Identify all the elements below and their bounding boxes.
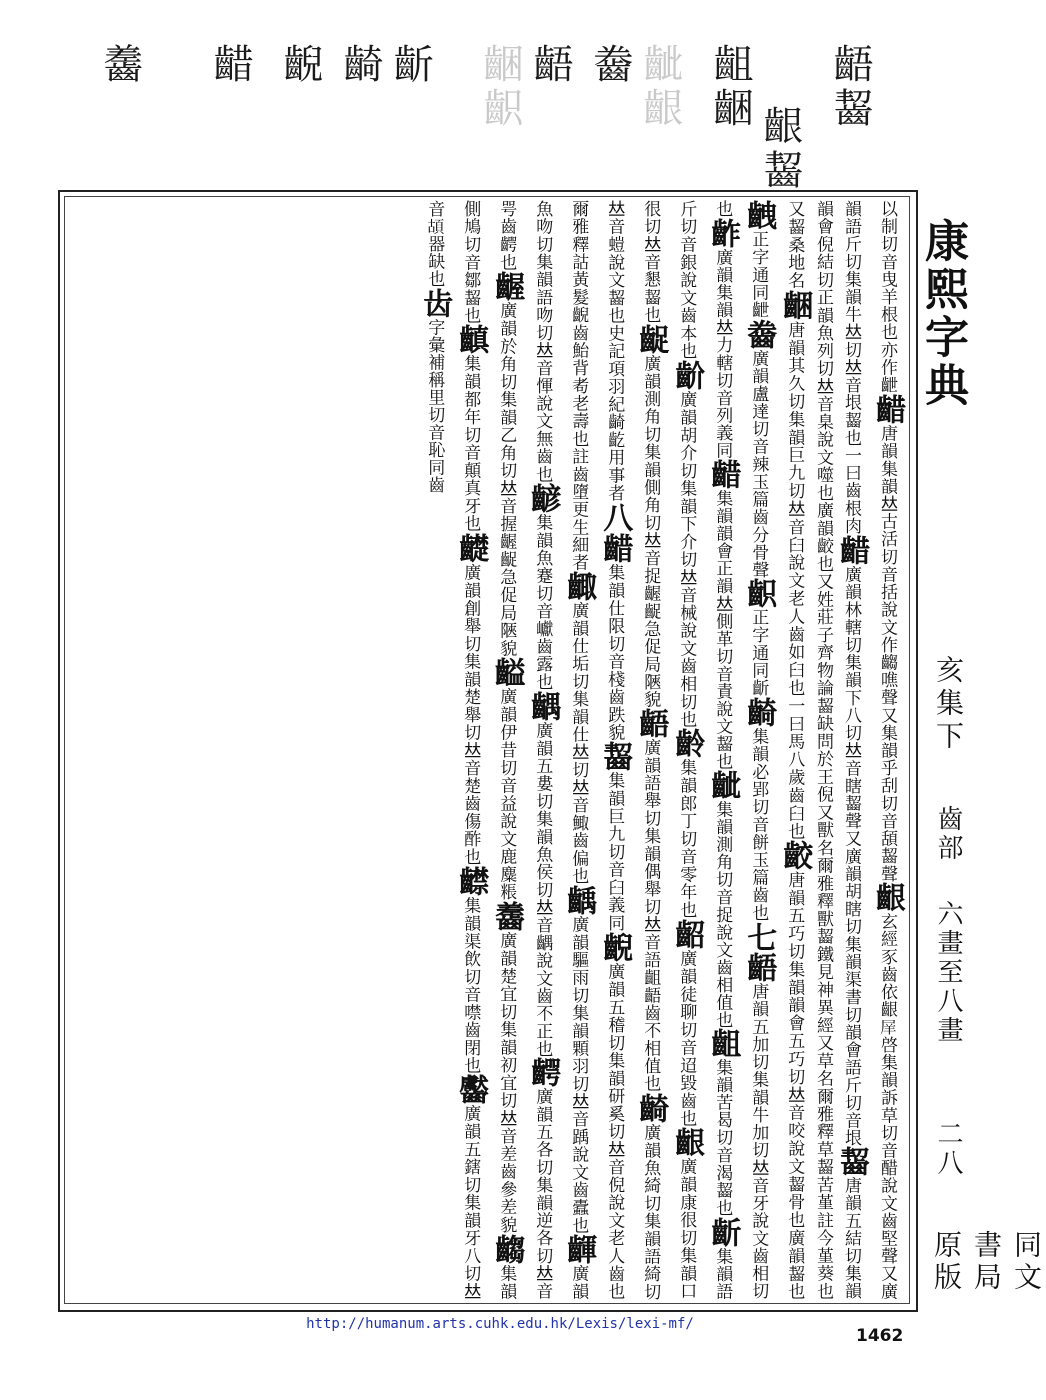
entry-definition: 字彙補稱里切音恥同齒 [424, 318, 445, 493]
entry-definition: 廣韻徒聊切音迢毀齒也 [676, 949, 697, 1128]
entry-headword: 齪 [633, 323, 669, 355]
dictionary-entry [669, 918, 705, 1128]
entry-definition: 廣韻創舉切集韻楚舉切𠀤音楚齒傷酢也 [460, 563, 481, 866]
entry-definition: 集韻渠飲切音噤齒閉也 [460, 896, 481, 1075]
entry-definition: 集韻韻會正韻𠀤側革切音責說文齧也 [712, 489, 733, 770]
dictionary-entry [741, 578, 777, 698]
entry-definition: 集韻語斤切音銀說文齒本也 [676, 200, 733, 1301]
seal-glyph: 齫齞 [477, 43, 523, 131]
seal-glyph: 齹 [97, 43, 143, 87]
dictionary-entry [834, 534, 869, 1147]
entry-headword: 齹 [489, 901, 525, 932]
dictionary-entry [877, 200, 897, 394]
entry-headword: 齧 [597, 741, 633, 773]
entry-headword: 齦 [669, 1127, 705, 1159]
entry-headword: 齿 [417, 287, 453, 318]
dictionary-entry [489, 657, 525, 902]
entry-headword: 齯 [597, 931, 633, 963]
source-url[interactable]: http://humanum.arts.cuhk.edu.hk/Lexis/lexi-mf/ [306, 1316, 694, 1332]
entry-headword: 齴 [525, 482, 561, 514]
dictionary-entry [489, 901, 525, 1235]
entry-definition: 廣韻康很切集韻口很切𠀤音懇齧也 [640, 200, 697, 1301]
seal-glyph: 齜齦 [637, 43, 683, 131]
entry-definition: 廣韻伊昔切音益說文鹿麋粻 [496, 688, 517, 902]
dictionary-entry [741, 318, 777, 579]
dictionary-entry [417, 287, 453, 494]
entry-headword: 齬 [633, 708, 669, 739]
dictionary-entry [777, 839, 813, 1301]
dictionary-entry [561, 885, 597, 1235]
entry-headword: 齩 [777, 839, 813, 871]
entry-headword: 七 [741, 921, 777, 953]
seal-glyph: 齬 [527, 43, 573, 87]
entry-definition: 集韻郎丁切音零年也 [676, 759, 697, 919]
entry-definition: 廣韻於角切集韻乙角切𠀤音握齷齪急促局陿貌 [496, 301, 517, 658]
publisher: 同文書局原版 [930, 1230, 1043, 1294]
entry-definition: 集韻魚蹇切音巘齒露也 [532, 513, 553, 691]
leaf-number: 二八 [933, 1120, 963, 1178]
entry-definition: 唐韻五巧切集韻韻會五巧切𠀤音咬說文齧骨也廣韻齧也 [784, 870, 805, 1301]
entry-headword: 齧 [834, 1146, 869, 1177]
entry-headword: 齻 [453, 324, 489, 356]
entry-headword: 齥 [741, 200, 777, 231]
dictionary-entry [525, 482, 561, 691]
entry-headword: 齤 [741, 318, 777, 350]
seal-glyph: 齤 [587, 43, 633, 87]
volume-part: 亥集下 [932, 655, 965, 754]
dictionary-entry [633, 323, 669, 709]
entry-definition: 玄經豕齒依齦𡱝啓集韻訴草切音醋說文齒堅聲又廣韻語斤切集韻牛𠀤切𠀤音垠齧也一曰齒根肉 [841, 200, 897, 1301]
dictionary-entry [741, 200, 777, 319]
entry-definition: 廣韻五鎋切集韻牙八切𠀤音𩑶器缺也 [424, 200, 481, 1301]
entry-definition: 以制切音曳羊根也亦作齛 [877, 200, 897, 394]
entry-headword: 齮 [633, 1092, 669, 1124]
seal-glyph: 齟齫 [707, 43, 753, 131]
entry-headword: 齫 [777, 289, 813, 321]
entry-headword: 齘 [669, 359, 705, 391]
entry-definition: 廣韻胡介切集韻下介切𠀤音械說文齒相切也 [676, 390, 697, 729]
entry-definition: 集韻必郢切音餅玉篇齒也 [748, 727, 769, 922]
entry-definition: 廣韻五稽切集韻研奚切𠀤音倪說文老人齒也爾雅釋詁黃髮齯齒鮐背耇老壽也註齒墮更生細者 [568, 200, 625, 1301]
entry-headword: 齰 [834, 534, 869, 566]
dictionary-entries [70, 200, 905, 1300]
entry-headword: 齳 [561, 1234, 597, 1265]
dictionary-entry [705, 217, 741, 459]
entry-definition: 廣韻仕垢切集韻仕𠀤切𠀤音鯫齒偏也 [568, 602, 589, 886]
entry-headword: 齰 [870, 393, 905, 425]
entry-definition: 廣韻驅雨切集韻顆羽切𠀤音踽說文齒蠹也 [568, 915, 589, 1235]
dictionary-entry [741, 921, 777, 953]
entry-headword: 齺 [489, 1234, 525, 1265]
dictionary-entry [669, 359, 705, 729]
entry-headword: 齦 [870, 882, 905, 913]
dictionary-entry [669, 728, 705, 919]
entry-definition: 廣韻五各切集韻逆各切𠀤音咢齒齶也 [496, 200, 553, 1301]
dictionary-entry [453, 324, 489, 533]
radical-label: 齒部 [933, 805, 963, 863]
dictionary-entry [453, 532, 489, 866]
seal-glyph: 齮 [337, 43, 383, 87]
entry-headword: 齼 [453, 532, 489, 564]
entry-definition: 廣韻盧達切音辣玉篇齒分骨聲 [748, 349, 769, 579]
entry-definition: 集韻仕限切音棧齒跌貌 [604, 563, 625, 742]
dictionary-entry [561, 571, 597, 886]
entry-definition: 集韻都年切音顛真牙也 [460, 355, 481, 533]
entry-definition: 廣韻林轄切集韻下八切𠀤音瞎齧聲又廣韻胡瞎切集韻渠書切韻會語斤切音垠 [841, 565, 861, 1147]
entry-headword: 齗 [705, 1216, 741, 1248]
entry-headword: 齰 [705, 458, 741, 490]
entry-definition: 廣韻魚吻切集韻語吻切𠀤音惲說文無齒也 [532, 200, 589, 1301]
entry-definition: 廣韻語舉切集韻偶舉切𠀤音語齟齬齒不相值也 [640, 738, 661, 1093]
entry-headword: 齟 [705, 1028, 741, 1060]
seal-script-band [60, 35, 920, 200]
entry-headword: 齽 [453, 865, 489, 897]
seal-glyph: 齰 [207, 43, 253, 87]
entry-headword: 齚 [705, 217, 741, 249]
dictionary-entry [705, 1028, 741, 1217]
entry-definition: 正字通同齗 [748, 609, 769, 698]
entry-headword: 八 [597, 502, 633, 533]
entry-headword: 齵 [525, 690, 561, 722]
entry-definition: 集韻巨九切音臼義同 [604, 772, 625, 932]
seal-glyph: 齬齧 [827, 43, 873, 131]
entry-definition: 集韻側鳩切音鄒齧也 [460, 200, 517, 1301]
book-title: 康熙字典 [917, 218, 968, 410]
title-column [910, 200, 1043, 1310]
entry-definition: 唐韻集韻𠀤古活切音括說文作齺噍聲又集韻乎刮切音頢齧聲 [877, 424, 897, 883]
entry-headword: 齾 [453, 1074, 489, 1105]
entry-definition: 廣韻魚綺切集韻語綺切𠀤音螘說文齧也史記項羽紀齮齕用事者 [604, 200, 661, 1301]
entry-definition: 唐韻五加切集韻牛加切𠀤音牙說文齒相切也 [712, 200, 769, 1301]
dictionary-entry [597, 502, 633, 533]
seal-glyph: 齦齧 [757, 105, 803, 193]
page-number: 1462 [856, 1326, 904, 1346]
entry-definition: 廣韻楚宜切集韻初宜切𠀤音差齒參差貌 [496, 932, 517, 1235]
entry-definition: 廣韻五婁切集韻魚侯切𠀤音齵說文齒不正也 [532, 721, 553, 1058]
entry-headword: 齰 [597, 532, 633, 564]
entry-headword: 齮 [741, 697, 777, 728]
dictionary-entry [705, 769, 741, 1029]
dictionary-entry [633, 708, 669, 1093]
entry-headword: 齡 [669, 728, 705, 760]
dictionary-entry [870, 393, 905, 883]
dictionary-entry [525, 690, 561, 1058]
seal-glyph: 齗 [387, 43, 433, 87]
entry-definition: 集韻苦曷切音渴齧也 [712, 1059, 733, 1217]
dictionary-entry [597, 741, 633, 932]
entry-definition: 集韻測角切音捉說文齒相值也 [712, 800, 733, 1029]
dictionary-entry [777, 289, 813, 840]
entry-definition: 廣韻集韻𠀤力轄切音列義同 [712, 248, 733, 459]
entry-headword: 齶 [525, 1057, 561, 1088]
stroke-range: 六畫至八畫 [933, 900, 963, 1045]
entry-definition: 正字通同齛 [748, 230, 769, 319]
entry-definition: 廣韻測角切集韻側角切𠀤音捉齷齪急促局陿貌 [640, 354, 661, 709]
entry-definition: 唐韻五結切集韻韻會倪結切正韻魚列切𠀤音臬說文噬也廣韻齩也又姓莊子齊物論齧缺問於王倪又獸名爾雅釋獸齧鐵見神異經又草名爾雅釋草齧苦堇註今堇葵也又齧桑地名 [784, 200, 861, 1301]
entry-headword: 齱 [561, 571, 597, 603]
dictionary-entry [453, 865, 489, 1075]
dictionary-entry [741, 697, 777, 922]
seal-glyph: 齯 [277, 43, 323, 87]
entry-headword: 齠 [669, 918, 705, 950]
dictionary-entry [489, 271, 525, 658]
dictionary-entry [597, 532, 633, 742]
entry-headword: 齜 [705, 769, 741, 801]
entry-headword: 齬 [741, 952, 777, 983]
entry-definition: 唐韻其久切集韻巨九切𠀤音臼說文老人齒如臼也一曰馬八歲齒臼也 [784, 320, 805, 840]
dictionary-entry [705, 458, 741, 770]
entry-headword: 齲 [561, 885, 597, 916]
entry-headword: 齷 [489, 271, 525, 302]
entry-headword: 齞 [741, 578, 777, 610]
entry-headword: 齸 [489, 657, 525, 688]
